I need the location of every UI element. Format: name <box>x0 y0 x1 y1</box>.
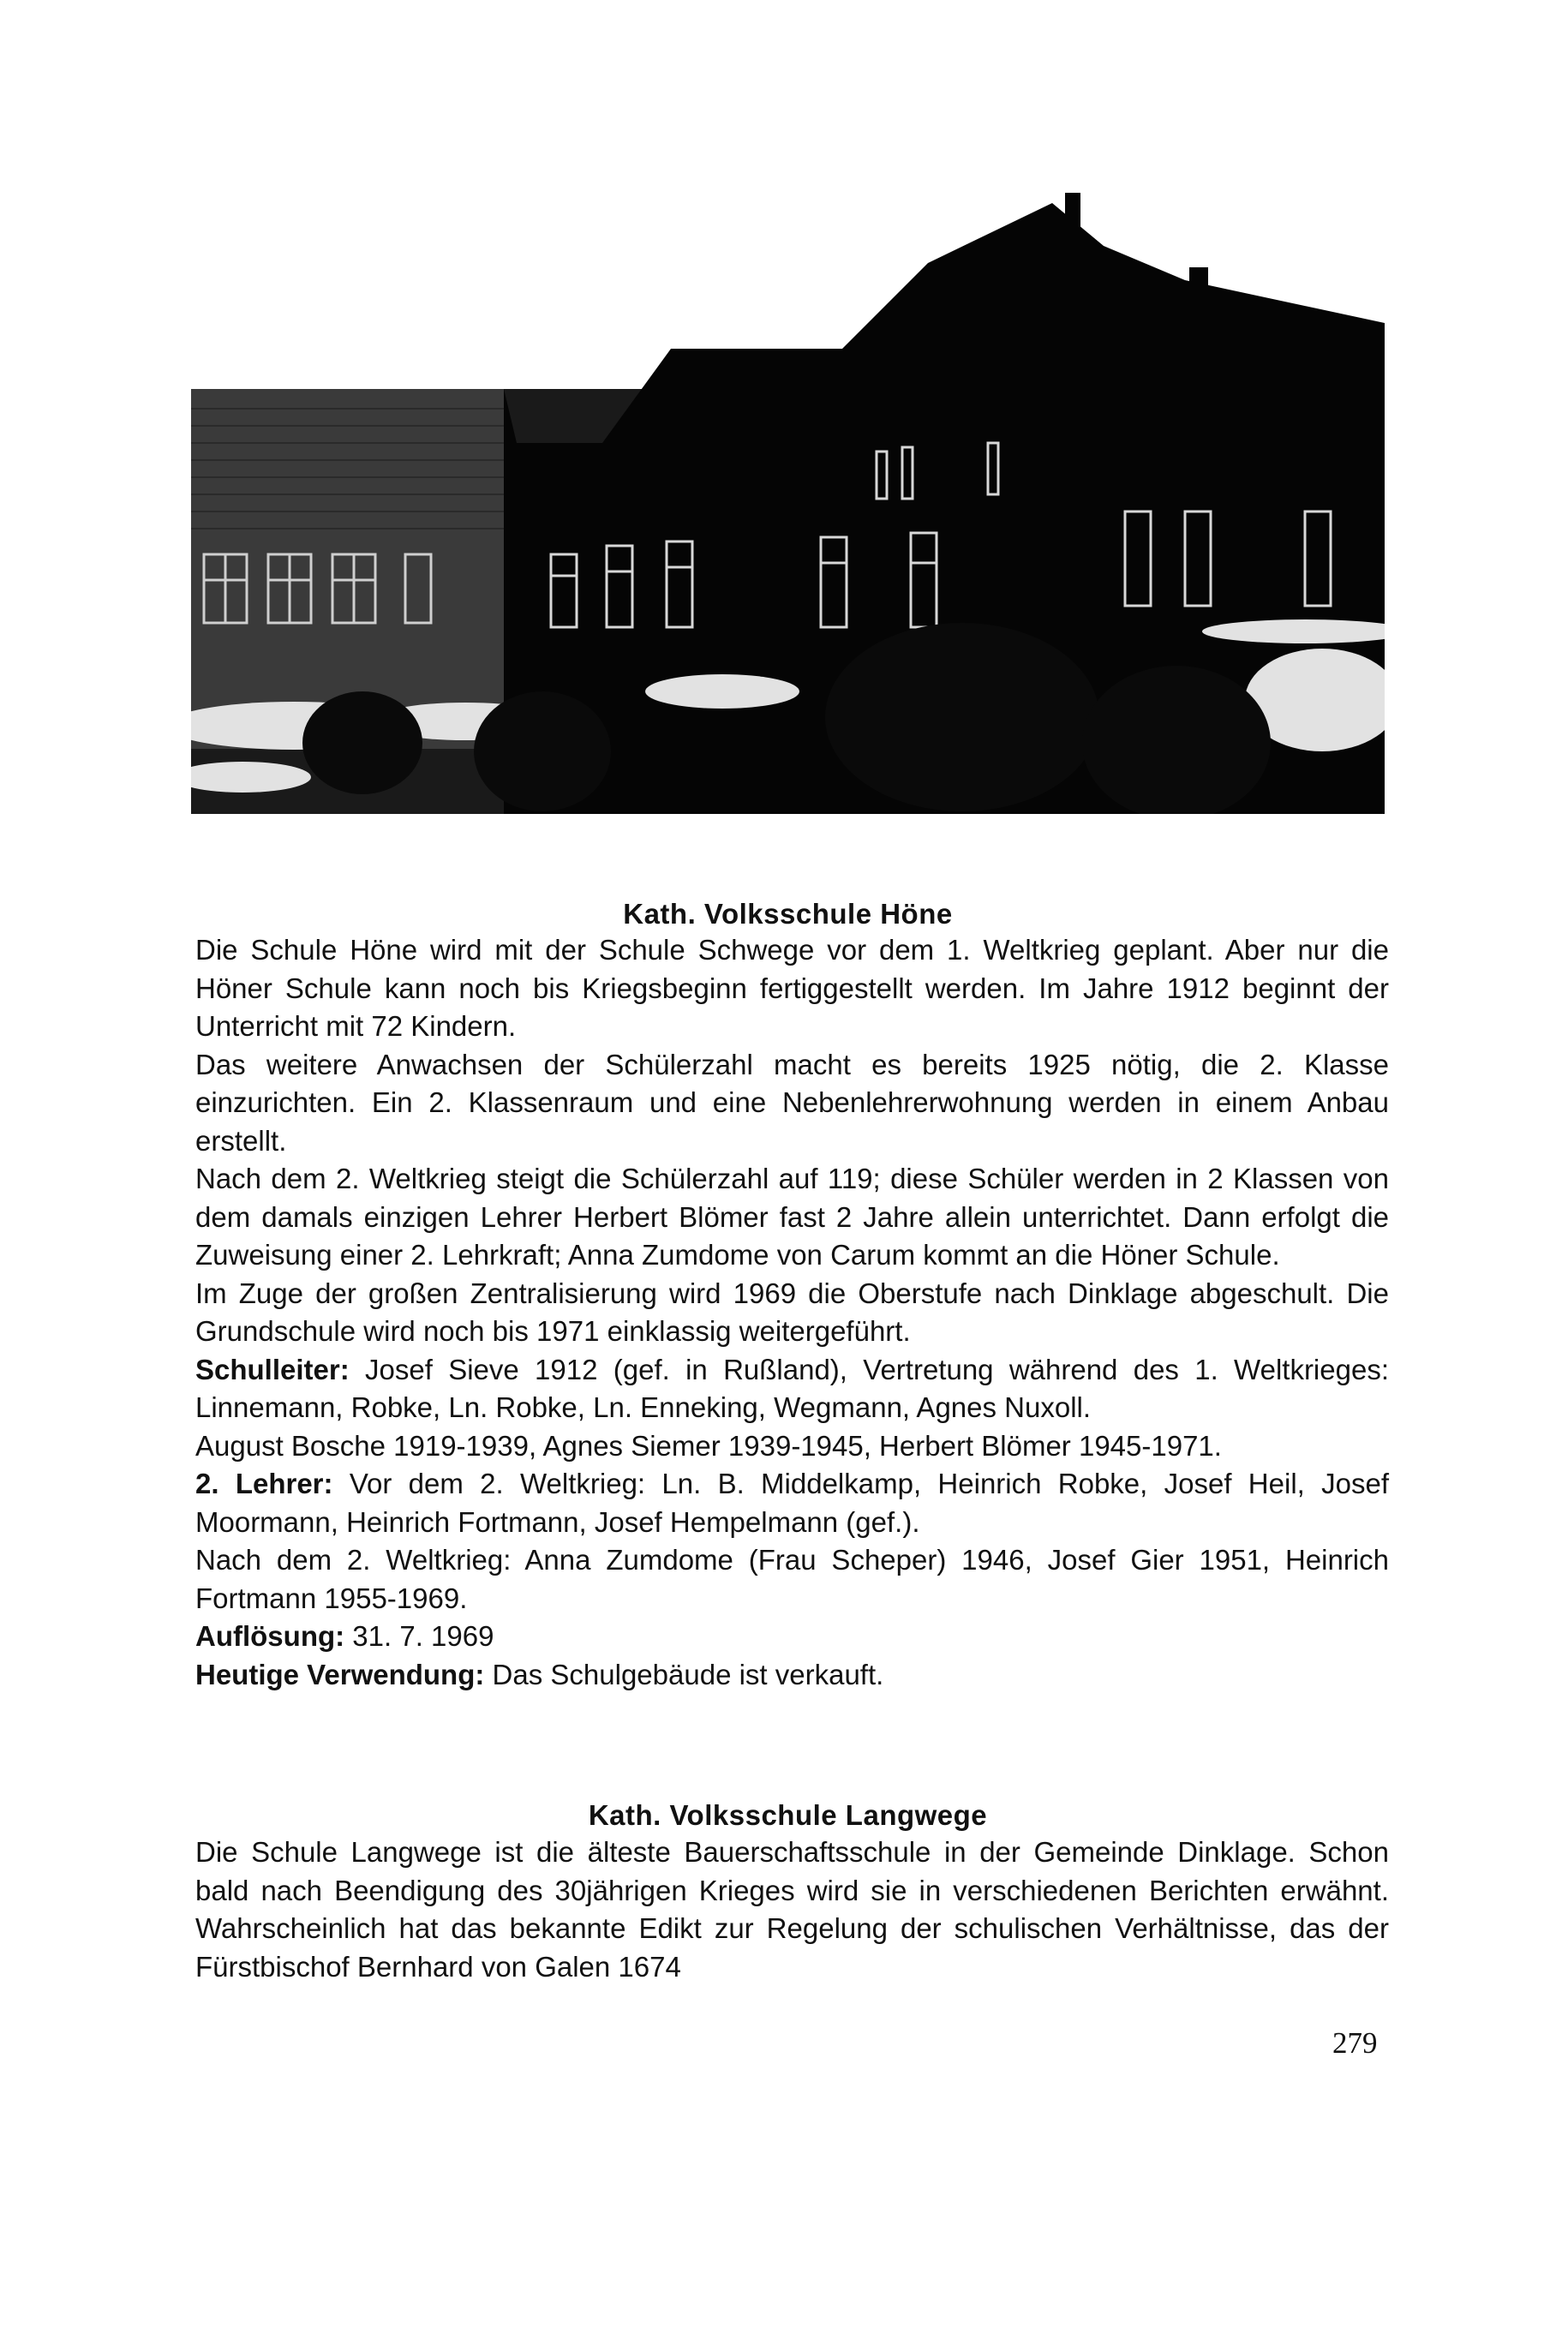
schulleiter-label: Schulleiter: <box>195 1353 350 1385</box>
verwendung-label: Heutige Verwendung: <box>195 1658 485 1690</box>
lehrer-text: Vor dem 2. Weltkrieg: Ln. B. Middelkamp, Heinrich Robke, Josef Heil, Josef Moormann, Heinrich Fortmann, Josef Hempelmann (gef.). <box>195 1468 1389 1538</box>
section-title-langwege: Kath. Volksschule Langwege <box>588 1799 988 1831</box>
paragraph: Nach dem 2. Weltkrieg steigt die Schülerzahl auf 119; diese Schüler werden in 2 Klassen von dem damals einzigen Lehrer Herbert Blömer fast 2 Jahre allein unterrichtet. Dann erfolgt die Zuweisung einer 2. Lehrkraft; Anna Zumdome von Carum kommt an die Höner Schule. <box>195 1163 1389 1271</box>
verwendung-line <box>195 1656 1389 1695</box>
page-number: 279 <box>1332 2026 1378 2060</box>
lehrer-continuation: Nach dem 2. Weltkrieg: Anna Zumdome (Frau Scheper) 1946, Josef Gier 1951, Heinrich Fortmann 1955-1969. <box>195 1544 1389 1614</box>
verwendung-text: Das Schulgebäude ist verkauft. <box>484 1658 884 1690</box>
lehrer-label: 2. Lehrer: <box>195 1468 333 1499</box>
aufloesung-date: 31. 7. 1969 <box>344 1620 494 1652</box>
schulleiter-continuation: August Bosche 1919-1939, Agnes Siemer 1939-1945, Herbert Blömer 1945-1971. <box>195 1429 1222 1462</box>
aufloesung-line <box>195 1618 1389 1656</box>
section-body-hoene <box>195 931 1389 1694</box>
paragraph: Die Schule Langwege ist die älteste Bauerschaftsschule in der Gemeinde Dinklage. Schon bald nach Beendigung des 30jährigen Krieges wird sie in verschiedenen Berichten erwähnt. Wahrscheinlich hat das bekannte Edikt zur Regelung der schulischen Verhältnisse, das der Fürstbischof Bernhard von Galen 1674 <box>195 1836 1389 1983</box>
school-photo-image <box>191 186 1385 814</box>
schulleiter-text: Josef Sieve 1912 (gef. in Rußland), Vertretung während des 1. Weltkrieges: Linnemann, Robke, Ln. Robke, Ln. Enneking, Wegmann, Agnes Nuxoll. <box>195 1353 1389 1423</box>
lehrer-paragraph <box>195 1465 1389 1541</box>
section-title-hoene: Kath. Volksschule Höne <box>623 898 953 930</box>
paragraph: Die Schule Höne wird mit der Schule Schwege vor dem 1. Weltkrieg geplant. Aber nur die Höner Schule kann noch bis Kriegsbeginn fertiggestellt werden. Im Jahre 1912 beginnt der Unterricht mit 72 Kindern. <box>195 934 1389 1042</box>
section-body-langwege <box>195 1833 1389 1986</box>
school-building-photo <box>191 186 1385 814</box>
paragraph: Im Zuge der großen Zentralisierung wird 1969 die Oberstufe nach Dinklage abgeschult. Die Grundschule wird noch bis 1971 einklassig weitergeführt. <box>195 1277 1389 1347</box>
paragraph: Das weitere Anwachsen der Schülerzahl macht es bereits 1925 nötig, die 2. Klasse einzurichten. Ein 2. Klassenraum und eine Nebenlehrerwohnung werden in einem Anbau erstellt. <box>195 1048 1389 1157</box>
schulleiter-paragraph <box>195 1351 1389 1427</box>
aufloesung-label: Auflösung: <box>195 1620 345 1652</box>
